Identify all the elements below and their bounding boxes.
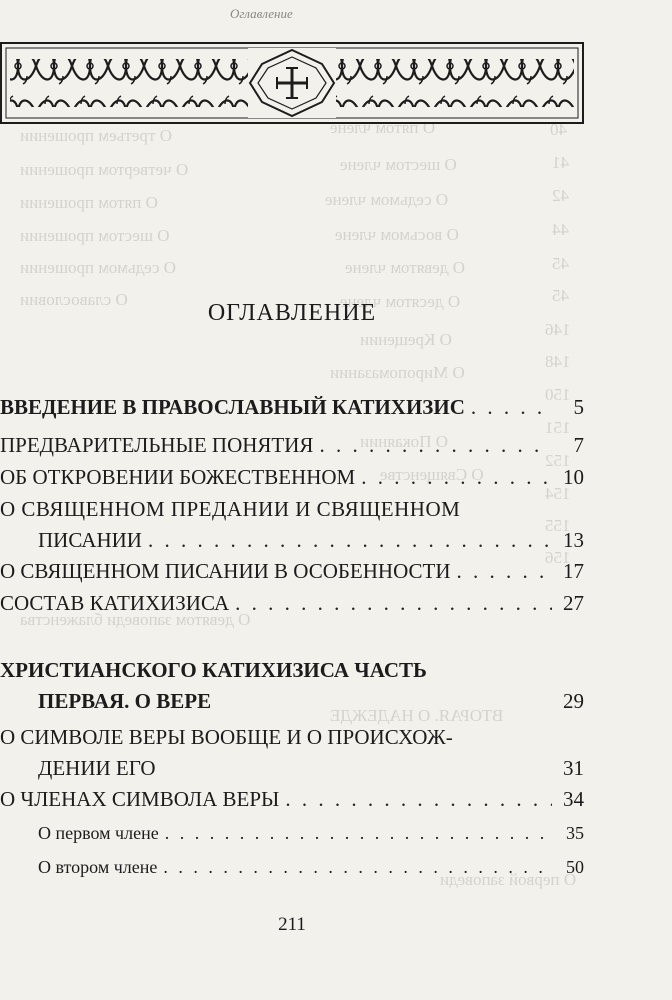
toc-entry[interactable]: [0, 655, 584, 717]
leader-dots: [457, 556, 552, 587]
toc-entry-page: 29: [563, 689, 584, 713]
show-through-line: О девятом члене: [345, 258, 465, 277]
show-through-line: О четвертом прошении: [20, 160, 189, 179]
show-through-page: 44: [552, 220, 569, 239]
show-through-page: 45: [552, 286, 569, 305]
toc-entry-page: 35: [566, 823, 584, 843]
ornamental-headpiece: [0, 42, 584, 124]
show-through-line: О пятом прошении: [20, 193, 158, 212]
toc-entry-page: 27: [563, 591, 584, 615]
leader-dots: [165, 818, 552, 849]
show-through-line: О Миропомазании: [330, 363, 465, 382]
show-through-page: 151: [545, 418, 571, 437]
toc-entry[interactable]: [0, 556, 584, 587]
show-through-line: О пятом члене: [330, 118, 436, 137]
toc-entry-text-cont: ПЕРВАЯ. О ВЕРЕ: [38, 689, 212, 713]
toc-entry-text: О СВЯЩЕННОМ ПИСАНИИ В ОСОБЕННОСТИ: [0, 559, 451, 583]
leader-dots: [319, 430, 552, 461]
show-through-page: 148: [545, 352, 571, 371]
toc-entry-text: О СИМВОЛЕ ВЕРЫ ВООБЩЕ И О ПРОИСХОЖ-: [0, 725, 453, 749]
toc-entry-page: 10: [563, 465, 584, 489]
toc-entry-page: 7: [573, 433, 584, 457]
toc-entry[interactable]: [0, 784, 584, 815]
toc-entry-page: 50: [566, 857, 584, 877]
show-through-line: О седьмом прошении: [20, 258, 176, 277]
show-through-line: О Покаянии: [360, 432, 448, 451]
toc-entry-text: СОСТАВ КАТИХИЗИСА: [0, 591, 230, 615]
show-through-line: О первой заповеди: [440, 870, 577, 889]
leader-dots: [285, 784, 552, 815]
show-through-page: 150: [545, 385, 571, 404]
show-through-line: О девятом заповеди блаженства: [20, 610, 251, 629]
show-through-line: О восьмом члене: [335, 225, 459, 244]
toc-entry-text: ХРИСТИАНСКОГО КАТИХИЗИСА ЧАСТЬ: [0, 658, 427, 682]
toc-entry-page: 17: [563, 559, 584, 583]
show-through-line: О шестом члене: [340, 155, 457, 174]
show-through-line: ВТОРАЯ. О НАДЕЖДЕ: [330, 706, 504, 725]
show-through-line: О Крещении: [360, 330, 452, 349]
show-through-page: 146: [545, 320, 571, 339]
show-through-line: О седьмом члене: [325, 190, 449, 209]
leader-dots: [163, 852, 552, 883]
toc-entry-page: 13: [563, 528, 584, 552]
show-through-page: 45: [552, 254, 569, 273]
toc-entry-page: 5: [573, 395, 584, 419]
toc-entry-text: О ЧЛЕНАХ СИМВОЛА ВЕРЫ: [0, 787, 280, 811]
toc-entry[interactable]: [0, 494, 584, 556]
toc-entry-page: 34: [563, 787, 584, 811]
toc-entry-text: ОБ ОТКРОВЕНИИ БОЖЕСТВЕННОМ: [0, 465, 356, 489]
running-header: Оглавление: [230, 6, 293, 21]
toc-entry[interactable]: [0, 852, 584, 883]
show-through-page: 40: [550, 120, 567, 139]
show-through-page: 41: [552, 153, 569, 172]
toc-entry[interactable]: [0, 430, 584, 461]
toc-entry-text: ВВЕДЕНИЕ В ПРАВОСЛАВНЫЙ КАТИХИЗИС: [0, 395, 465, 419]
leader-dots: [235, 588, 552, 619]
toc-entry[interactable]: [0, 722, 584, 784]
show-through-page: 154: [545, 484, 571, 503]
toc-entry[interactable]: [0, 392, 584, 423]
show-through-page: 155: [545, 516, 571, 535]
toc-entry-text: О СВЯЩЕННОМ ПРЕДАНИИ И СВЯЩЕННОМ: [0, 497, 461, 521]
toc-entry-page: 31: [563, 756, 584, 780]
toc-entry-text: О первом члене: [38, 823, 159, 843]
show-through-line: О славословии: [20, 290, 128, 309]
leader-dots: [361, 462, 552, 493]
toc-entry-text: О втором члене: [38, 857, 158, 877]
show-through-page: 42: [552, 186, 569, 205]
toc-entry[interactable]: [0, 588, 584, 619]
show-through-line: О десятом члене: [340, 292, 461, 311]
leader-dots: [148, 525, 552, 556]
show-through-line: О третьем прошении: [20, 126, 172, 145]
leader-dots: [471, 392, 552, 423]
toc-title: ОГЛАВЛЕНИЕ: [207, 300, 377, 326]
toc-entry[interactable]: [0, 462, 584, 493]
show-through-page: 156: [545, 548, 571, 567]
show-through-page: 152: [545, 451, 571, 470]
toc-entry-text-cont: ПИСАНИИ: [38, 528, 142, 552]
toc-entry[interactable]: [0, 818, 584, 849]
toc-entry-text-cont: ДЕНИИ ЕГО: [38, 756, 156, 780]
show-through-line: О шестом прошении: [20, 226, 170, 245]
toc-entry-text: ПРЕДВАРИТЕЛЬНЫЕ ПОНЯТИЯ: [0, 433, 314, 457]
page-number: 211: [278, 914, 306, 935]
show-through-line: О Священстве: [380, 465, 484, 484]
